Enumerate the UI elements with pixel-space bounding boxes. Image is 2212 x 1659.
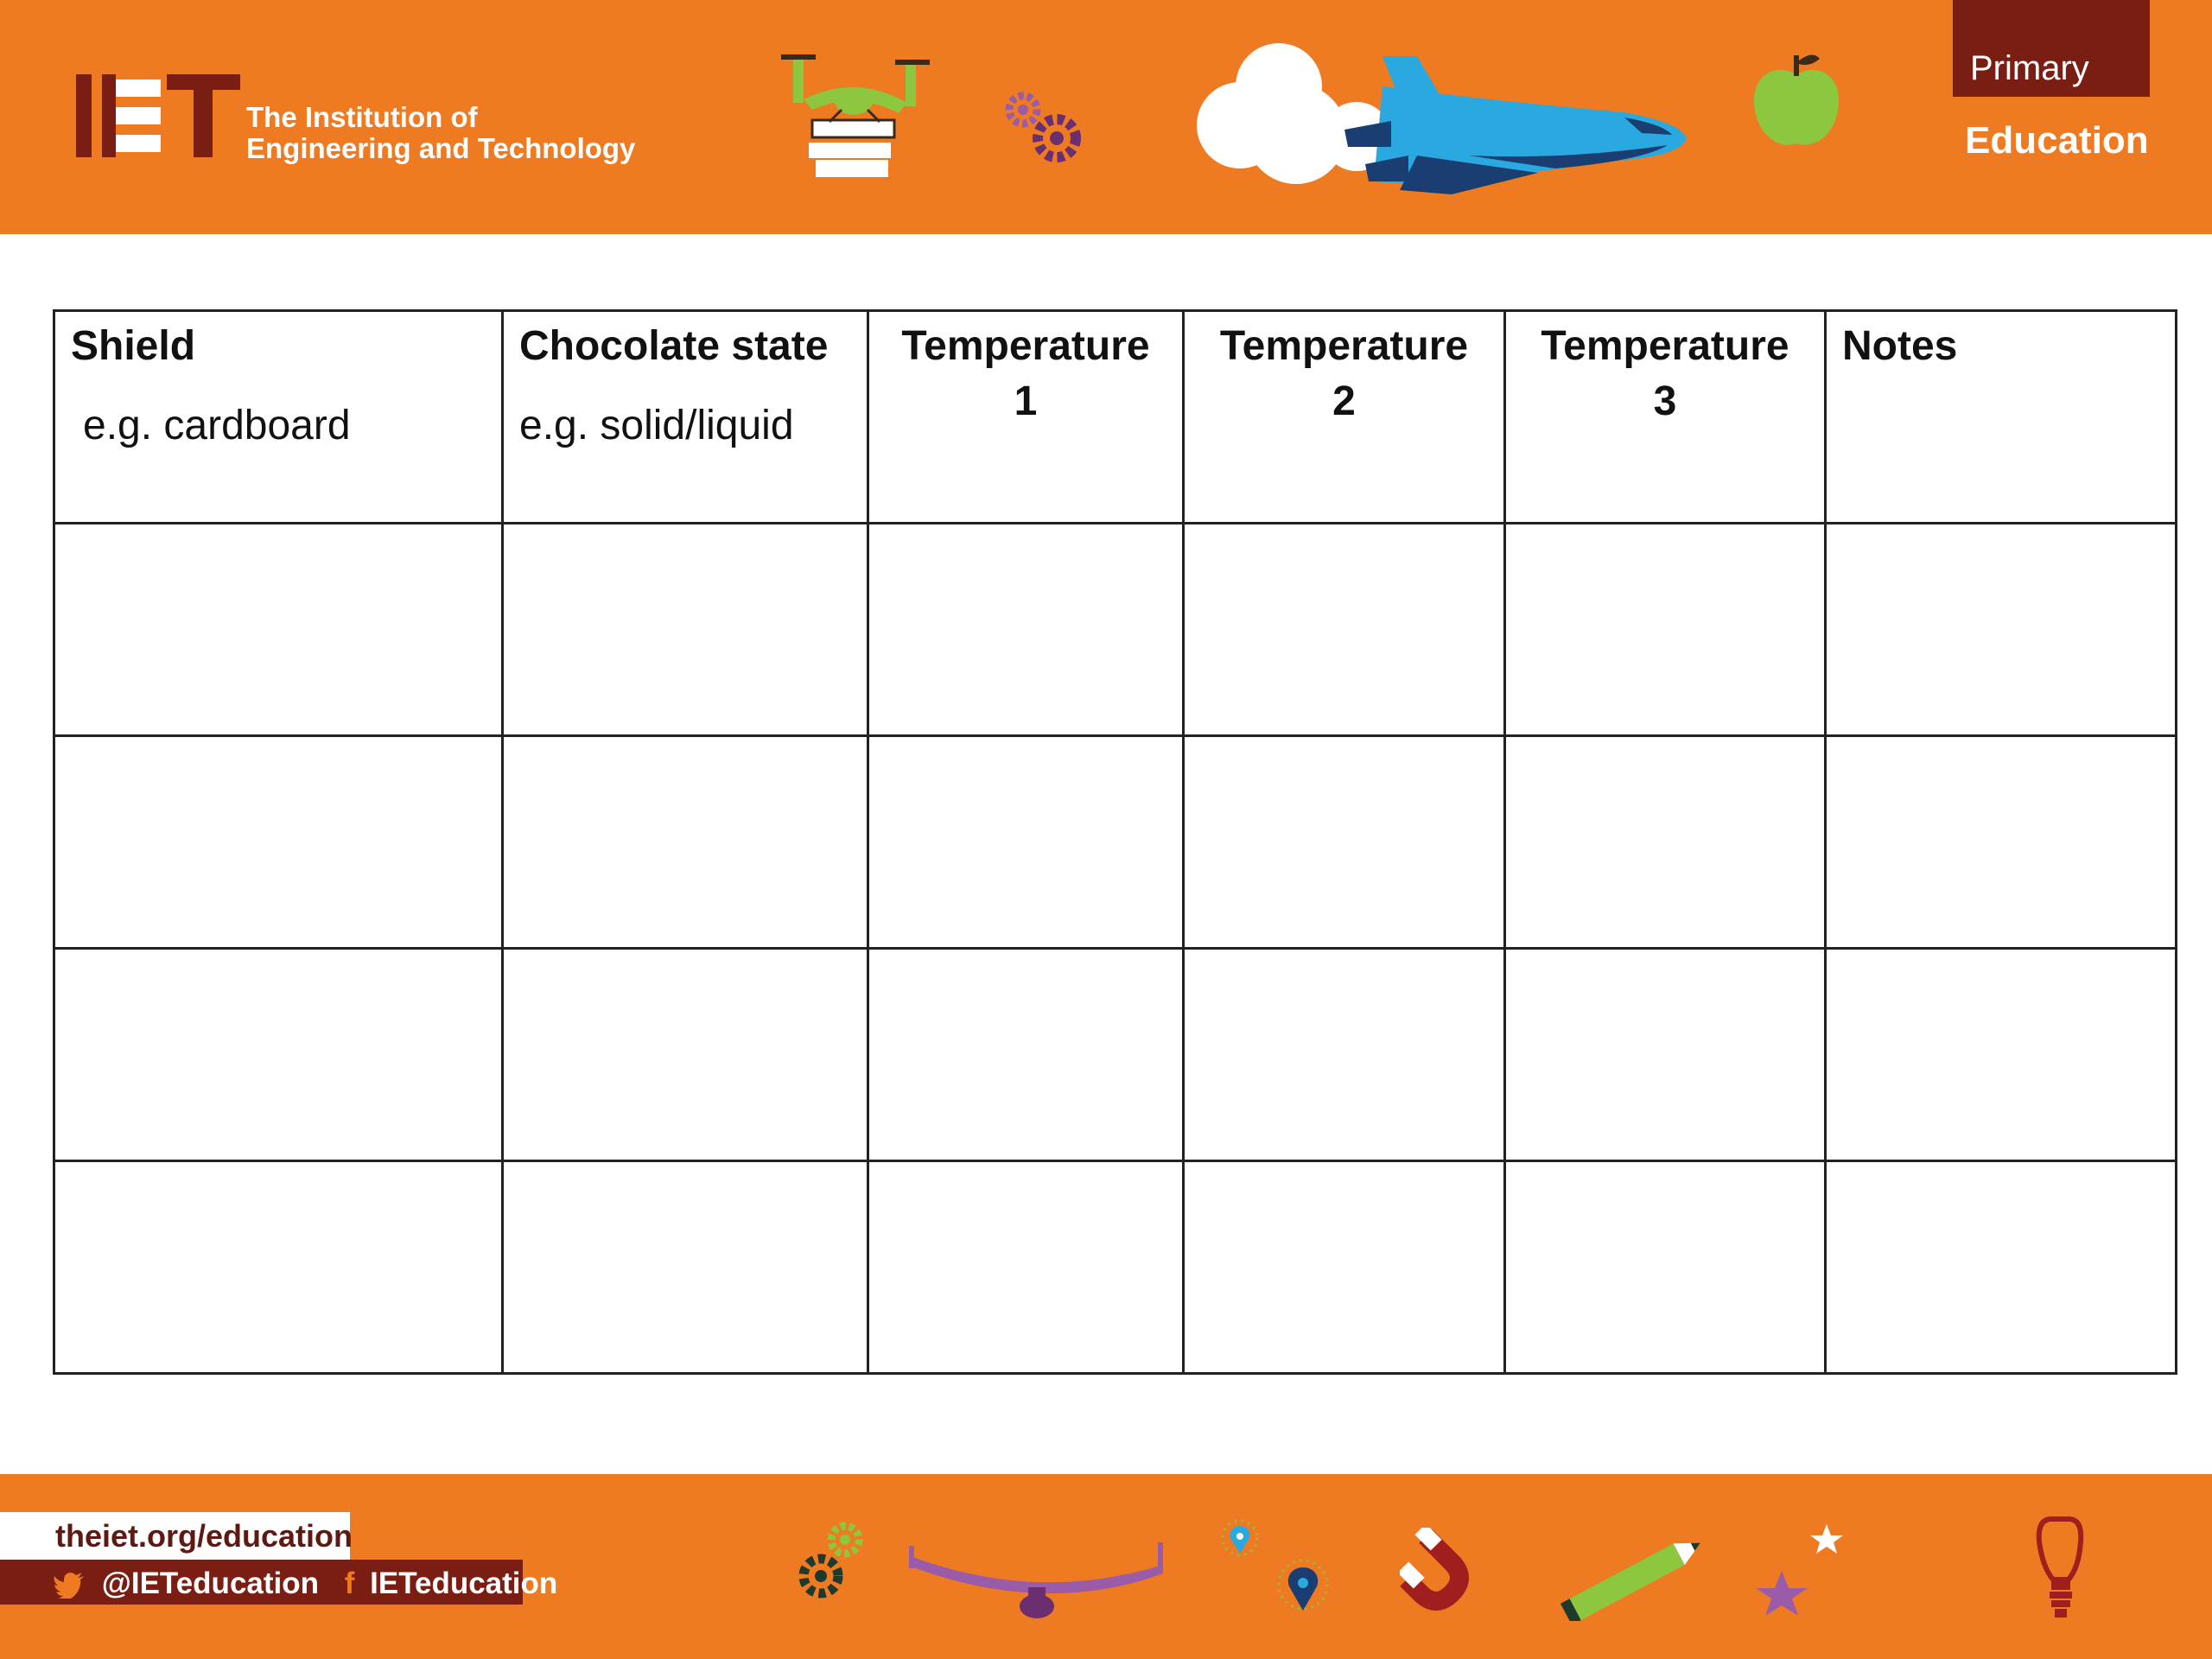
table-cell[interactable] — [54, 949, 503, 1161]
table-cell[interactable] — [54, 524, 503, 736]
twitter-icon[interactable] — [54, 1561, 85, 1606]
column-title-chocolate-state: Chocolate state — [519, 323, 829, 369]
table-cell[interactable] — [1826, 949, 2177, 1161]
header-cell-temperature-2 — [1184, 311, 1505, 524]
column-title-temperature-2-number: 2 — [1332, 378, 1356, 424]
column-title-temperature-1-word: Temperature — [901, 323, 1150, 369]
twitter-handle[interactable]: @IETeducation — [101, 1566, 320, 1600]
table-cell[interactable] — [868, 1161, 1184, 1374]
table-cell[interactable] — [1184, 1161, 1505, 1374]
column-example-chocolate-state: e.g. solid/liquid — [519, 403, 794, 448]
table-cell[interactable] — [503, 1161, 868, 1374]
column-title-temperature-3 — [1506, 312, 1824, 429]
column-title-shield: Shield — [71, 323, 196, 369]
magnet-icon — [1400, 1528, 1491, 1614]
gears-icon — [1001, 91, 1083, 164]
column-title-temperature-3-number: 3 — [1653, 378, 1677, 424]
apple-icon — [1752, 50, 1840, 149]
logo-line-2: Engineering and Technology — [246, 132, 636, 164]
facebook-handle[interactable]: IETeducation — [370, 1566, 558, 1600]
facebook-icon[interactable]: f — [344, 1566, 355, 1600]
table-row — [54, 949, 2177, 1161]
drone-icon — [778, 48, 933, 190]
logo-line-1: The Institution of — [246, 101, 478, 133]
space-shuttle-icon — [1339, 52, 1689, 199]
iet-logo — [76, 74, 240, 157]
table-row — [54, 524, 2177, 736]
column-title-temperature-2-word: Temperature — [1219, 323, 1469, 369]
table-cell[interactable] — [1184, 949, 1505, 1161]
table-cell[interactable] — [868, 949, 1184, 1161]
table-body — [54, 524, 2177, 1374]
table-cell[interactable] — [1826, 1161, 2177, 1374]
star-icon — [1754, 1521, 1849, 1616]
table-cell[interactable] — [503, 736, 868, 949]
glider-icon — [907, 1539, 1166, 1625]
logo-text — [246, 102, 635, 164]
column-title-temperature-1 — [869, 312, 1182, 429]
table-row — [54, 736, 2177, 949]
table-cell[interactable] — [1826, 736, 2177, 949]
header-cell-shield — [54, 311, 503, 524]
column-title-temperature-1-number: 1 — [1014, 378, 1038, 424]
header-cell-temperature-1 — [868, 311, 1184, 524]
social-bar — [0, 1560, 558, 1605]
light-bulb-icon — [2031, 1516, 2091, 1624]
header-banner — [0, 0, 2212, 234]
table-cell[interactable] — [1505, 1161, 1826, 1374]
column-example-shield: e.g. cardboard — [83, 403, 351, 448]
column-title-notes: Notes — [1842, 323, 1958, 369]
table-cell[interactable] — [1505, 949, 1826, 1161]
table-cell[interactable] — [503, 524, 868, 736]
results-table — [53, 309, 2177, 1375]
website-link[interactable]: theiet.org/education — [0, 1512, 350, 1560]
table-cell[interactable] — [54, 736, 503, 949]
table-cell[interactable] — [503, 949, 868, 1161]
table-cell[interactable] — [1826, 524, 2177, 736]
primary-label: Primary — [1953, 0, 2150, 97]
table-row — [54, 1161, 2177, 1374]
table-cell[interactable] — [54, 1161, 503, 1374]
header-cell-temperature-3 — [1505, 311, 1826, 524]
header-cell-notes — [1826, 311, 2177, 524]
table-cell[interactable] — [868, 736, 1184, 949]
table-cell[interactable] — [1184, 736, 1505, 949]
education-label: Education — [1965, 119, 2149, 162]
table-cell[interactable] — [1505, 736, 1826, 949]
table-cell[interactable] — [868, 524, 1184, 736]
header-cell-chocolate-state — [503, 311, 868, 524]
gear-icon — [795, 1517, 868, 1604]
column-title-temperature-3-word: Temperature — [1541, 323, 1789, 369]
table-cell[interactable] — [1184, 524, 1505, 736]
table-cell[interactable] — [1505, 524, 1826, 736]
location-pin-icon — [1218, 1517, 1331, 1638]
table-header-row — [54, 311, 2177, 524]
column-title-temperature-2 — [1185, 312, 1503, 429]
pencil-icon — [1555, 1535, 1715, 1621]
